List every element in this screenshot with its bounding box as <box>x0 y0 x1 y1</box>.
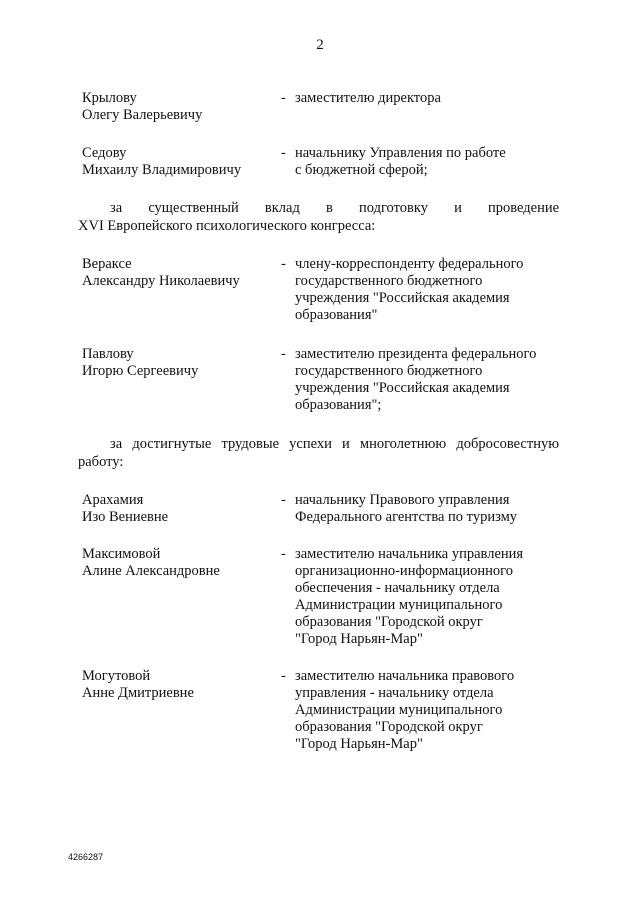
recipient-position: образования "Городской округ <box>295 614 483 630</box>
recipient-name: Александру Николаевичу <box>82 273 240 289</box>
paragraph-word: успехи <box>289 436 332 452</box>
recipient-position: "Город Нарьян-Мар" <box>295 631 423 647</box>
document-id: 4266287 <box>68 852 104 862</box>
recipient-surname: Могутовой <box>82 668 151 684</box>
recipient-name: Алине Александровне <box>82 563 220 579</box>
paragraph-word: проведение <box>488 200 560 216</box>
paragraph-word: существенный <box>148 200 239 216</box>
entry-dash: - <box>281 145 286 161</box>
recipient-position: учреждения "Российская академия <box>295 290 510 306</box>
award-reason-paragraph <box>78 200 559 218</box>
recipient-position: государственного бюджетного <box>295 363 483 379</box>
recipient-position: управления - начальнику отдела <box>295 685 494 701</box>
paragraph-word: многолетнюю <box>359 436 447 452</box>
recipient-name: Михаилу Владимировичу <box>82 162 242 178</box>
recipient-position: заместителю начальника управления <box>295 546 524 562</box>
recipient-position: Администрации муниципального <box>295 702 503 718</box>
paragraph-word: и <box>454 200 462 216</box>
recipient-position: "Город Нарьян-Мар" <box>295 736 423 752</box>
recipient-position: образования "Городской округ <box>295 719 483 735</box>
recipient-position: государственного бюджетного <box>295 273 483 289</box>
page-number: 2 <box>316 37 324 53</box>
paragraph-word: и <box>342 436 350 452</box>
recipient-position: организационно-информационного <box>295 563 514 579</box>
recipient-name: Олегу Валерьевичу <box>82 107 203 123</box>
recipient-position: учреждения "Российская академия <box>295 380 510 396</box>
recipient-position: Федерального агентства по туризму <box>295 509 518 525</box>
recipient-position: с бюджетной сферой; <box>295 162 428 178</box>
recipient-surname: Максимовой <box>82 546 161 562</box>
recipient-position: образования" <box>295 307 378 323</box>
recipient-position: обеспечения - начальнику отдела <box>295 580 500 596</box>
recipient-position: Администрации муниципального <box>295 597 503 613</box>
paragraph-word: трудовые <box>221 436 280 452</box>
recipient-position: образования"; <box>295 397 382 413</box>
recipient-name: Анне Дмитриевне <box>82 685 194 701</box>
paragraph-word: за <box>110 436 123 452</box>
entry-dash: - <box>281 546 286 562</box>
entry-dash: - <box>281 492 286 508</box>
entry-dash: - <box>281 668 286 684</box>
recipient-position: заместителю начальника правового <box>295 668 515 684</box>
recipient-name: Игорю Сергеевичу <box>82 363 199 379</box>
recipient-surname: Крылову <box>82 90 137 106</box>
paragraph-word: подготовку <box>359 200 428 216</box>
recipient-surname: Арахамия <box>82 492 144 508</box>
recipient-position: члену-корреспонденту федерального <box>295 256 524 272</box>
recipient-position: начальнику Управления по работе <box>295 145 506 161</box>
entry-dash: - <box>281 256 286 272</box>
paragraph-word: добросовестную <box>456 436 560 452</box>
award-reason-line: XVI Европейского психологического конгресса: <box>78 218 376 234</box>
recipient-surname: Павлову <box>82 346 134 362</box>
recipient-position: начальнику Правового управления <box>295 492 510 508</box>
award-reason-line: работу: <box>78 454 124 470</box>
entry-dash: - <box>281 346 286 362</box>
paragraph-word: вклад <box>264 200 300 216</box>
paragraph-word: за <box>110 200 123 216</box>
recipient-surname: Вераксе <box>82 256 132 272</box>
award-reason-paragraph <box>78 436 559 454</box>
entry-dash: - <box>281 90 286 106</box>
paragraph-word: достигнутые <box>132 436 212 452</box>
recipient-position: заместителю президента федерального <box>295 346 537 362</box>
recipient-position: заместителю директора <box>295 90 441 106</box>
recipient-name: Изо Вениевне <box>82 509 169 525</box>
paragraph-word: в <box>326 200 333 216</box>
recipient-surname: Седову <box>82 145 127 161</box>
